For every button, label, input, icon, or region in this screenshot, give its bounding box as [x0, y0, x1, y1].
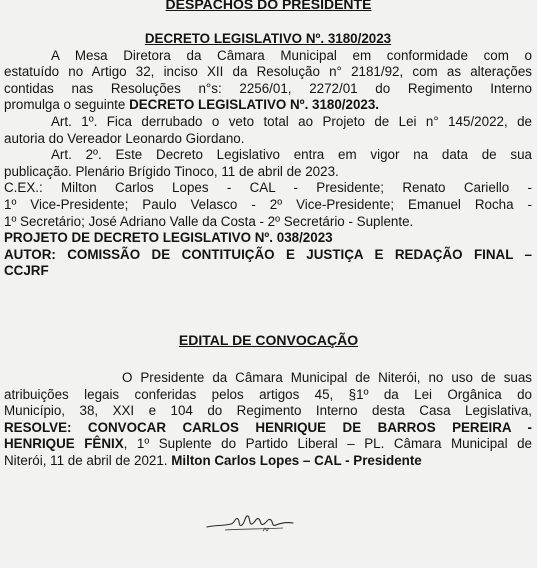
decreto-paragraph-line: contidas nas Resoluções n°s: 2256/01, 2272/01 do Regimento Interno — [4, 80, 532, 96]
edital-convocado-name: HENRIQUE FÊNIX — [4, 436, 124, 452]
autor-line: CCJRF — [4, 263, 49, 279]
edital-suplente-text: , 1º Suplente do Partido Liberal – PL. Câmara Municipal de — [123, 436, 532, 452]
edital-line: O Presidente da Câmara Municipal de Niterói, no uso de suas — [122, 370, 532, 385]
edital-line: Município, 38, XXI e 104 do Regimento Interno desta Casa Legislativa, — [4, 403, 532, 419]
article-1-line: Art. 1º. Fica derrubado o veto total ao Projeto de Lei n° 145/2022, de — [51, 113, 532, 129]
decreto-promulga-text: promulga o seguinte — [4, 97, 130, 113]
decreto-section — [4, 31, 532, 280]
edital-line — [4, 453, 532, 470]
article-1-line: autoria do Vereador Leonardo Giordano. — [4, 130, 245, 146]
decreto-title: DECRETO LEGISLATIVO Nº. 3180/2023 — [144, 31, 392, 46]
decreto-number-bold: DECRETO LEGISLATIVO Nº. 3180/2023. — [129, 97, 380, 113]
decreto-paragraph-line: estatuído no Artigo 32, inciso XII da Resolução n° 2181/92, com as alterações — [4, 64, 532, 80]
article-2-line: publicação. Plenário Brígido Tinoco, 11 de abril de 2023. — [4, 163, 339, 179]
cex-line: 1º Secretário; José Adriano Valle da Costa - 2º Secretário - Suplente. — [4, 213, 414, 229]
decreto-paragraph-line: A Mesa Diretora da Câmara Municipal em conformidade com o — [51, 47, 532, 63]
cex-line: 1º Vice-Presidente; Paulo Velasco - 2º Vice-Presidente; Emanuel Rocha - — [4, 196, 532, 212]
edital-line — [4, 436, 532, 453]
edital-date-text: Niterói, 11 de abril de 2021. — [4, 452, 172, 468]
section-heading-edital: EDITAL DE CONVOCAÇÃO — [178, 332, 359, 348]
edital-line: atribuições legais conferidas pelos artigos 45, §1º da Lei Orgânica do — [4, 386, 532, 402]
autor-line: AUTOR: COMISSÃO DE CONTITUIÇÃO E JUSTIÇA E REDAÇÃO FINAL – — [4, 246, 532, 262]
decreto-paragraph-line — [4, 97, 532, 114]
edital-section — [4, 370, 532, 470]
section-heading-despachos: DESPACHOS DO PRESIDENTE — [165, 0, 372, 12]
edital-resolve-line: RESOLVE: CONVOCAR CARLOS HENRIQUE DE BARROS PEREIRA - — [4, 419, 532, 435]
article-2-line: Art. 2º. Este Decreto Legislativo entra em vigor na data de sua — [51, 147, 532, 163]
cex-line: C.EX.: Milton Carlos Lopes - CAL - Presidente; Renato Cariello - — [4, 180, 532, 196]
projeto-title: PROJETO DE DECRETO LEGISLATIVO Nº. 038/2023 — [4, 230, 333, 246]
edital-signatory: Milton Carlos Lopes – CAL - Presidente — [171, 452, 422, 468]
handwritten-signature — [205, 505, 295, 540]
